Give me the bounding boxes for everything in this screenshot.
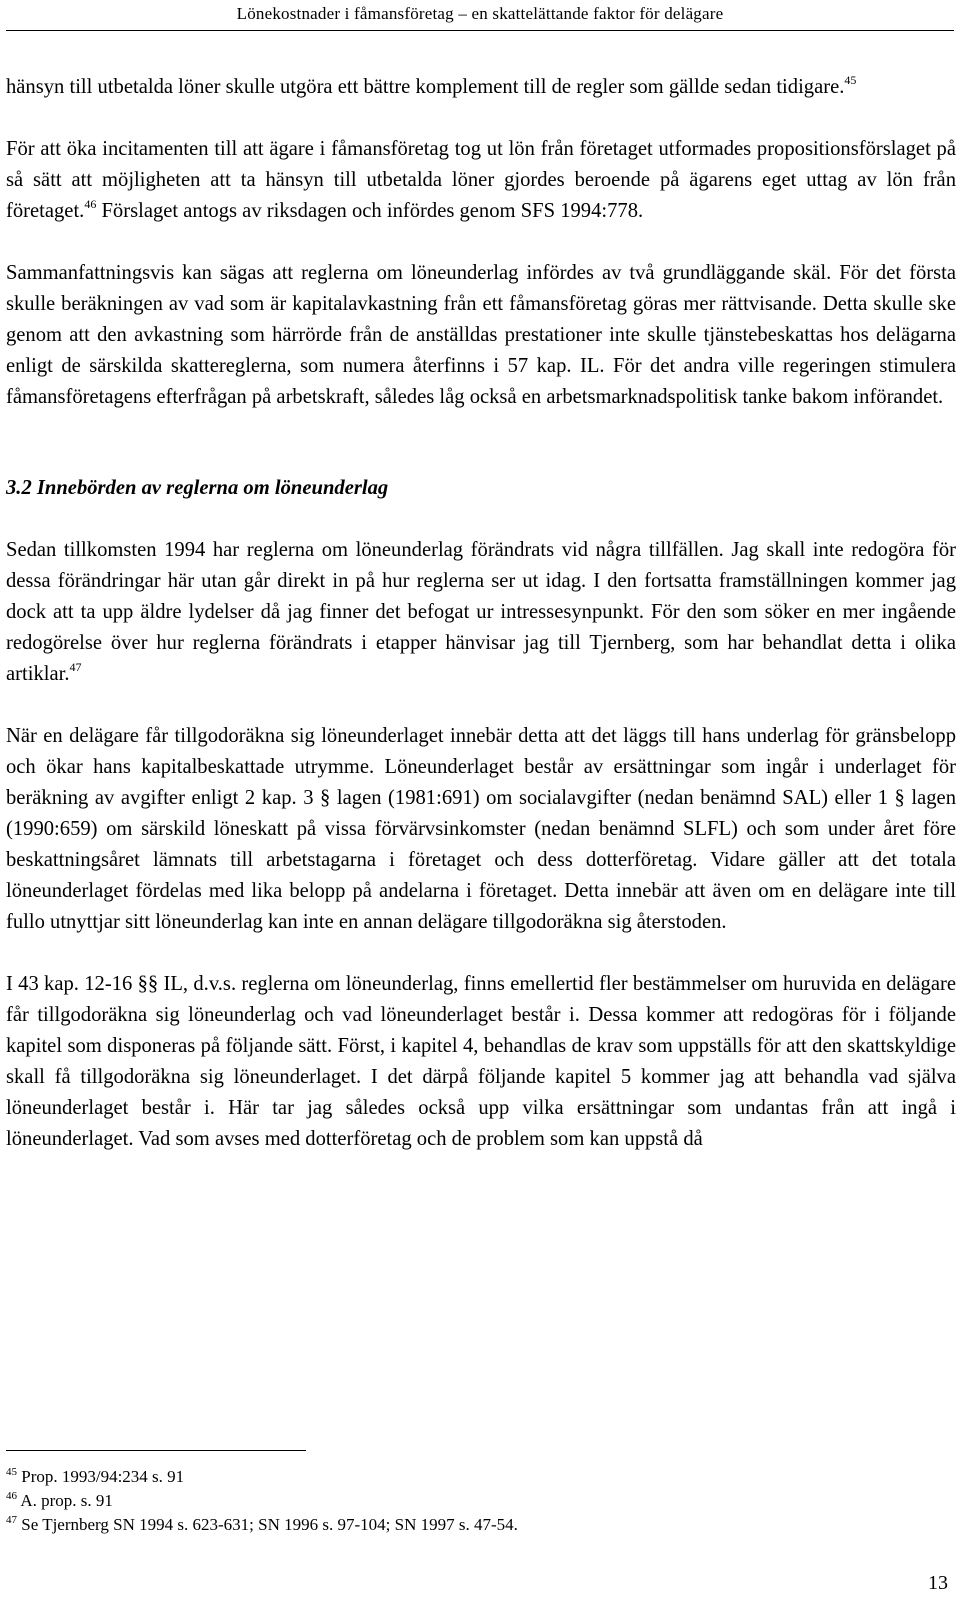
paragraph-2-text-b: Förslaget antogs av riksdagen och infördes genom SFS 1994:778. — [96, 200, 644, 222]
paragraph-3: Sammanfattningsvis kan sägas att reglerna om löneunderlag infördes av två grundläggande skäl. För det första skulle beräkningen av vad som är kapitalavkastning från ett fåmansföretag göras mer rättvisande. Detta skulle ske genom att den avkastning som härrörde från de anställdas prestationer inte skulle tjänstebeskattas hos delägarna enligt de särskilda skattereglerna, som numera återfinns i 57 kap. IL. För det andra ville regeringen stimulera fåmansföretagens efterfrågan på arbetskraft, således låg också en arbetsmarknadspolitisk tanke bakom införandet. — [6, 262, 956, 408]
paragraph-1-text: hänsyn till utbetalda löner skulle utgöra ett bättre komplement till de regler som gällde sedan tidigare. — [6, 76, 845, 98]
footnote-number: 47 — [6, 1514, 17, 1526]
footnote-number: 46 — [6, 1490, 17, 1502]
footnote — [6, 1489, 906, 1513]
paragraph-6: I 43 kap. 12-16 §§ IL, d.v.s. reglerna om löneunderlag, finns emellertid fler bestämmelser om huruvida en delägare får tillgodoräkna sig löneunderlag och vad löneunderlaget består i. Dessa kommer att redogöras för i följande kapitel som disponeras på följande sätt. Först, i kapitel 4, behandlas de krav som uppställs för att den skattskyldige skall få tillgodoräkna sig löneunderlaget. I det därpå följande kapitel 5 kommer jag att behandla vad själva löneunderlaget består i. Här tar jag således också upp vilka ersättningar som undantas från att ingå i löneunderlaget. Vad som avses med dotterföretag och de problem som kan uppstå då — [6, 973, 956, 1150]
page-body — [6, 72, 956, 1155]
footnotes — [6, 1465, 906, 1537]
footnote-text: Se Tjernberg SN 1994 s. 623-631; SN 1996 s. 97-104; SN 1997 s. 47-54. — [21, 1515, 518, 1534]
footnote-text: Prop. 1993/94:234 s. 91 — [21, 1467, 185, 1486]
paragraph-4 — [6, 535, 956, 690]
footnote-ref-47[interactable]: 47 — [69, 660, 82, 674]
page-number: 13 — [928, 1572, 948, 1594]
section-heading: 3.2 Innebörden av reglerna om löneunderlag — [6, 477, 389, 499]
paragraph-1 — [6, 72, 956, 103]
paragraph-5: När en delägare får tillgodoräkna sig löneunderlaget innebär detta att det läggs till hans underlag för gränsbelopp och ökar hans kapitalbeskattade utrymme. Löneunderlaget består av ersättningar som ingår i underlaget för beräkning av avgifter enligt 2 kap. 3 § lagen (1981:691) om socialavgifter (nedan benämnd SAL) eller 1 § lagen (1990:659) om särskild löneskatt på vissa förvärvsinkomster (nedan benämnd SLFL) och som under året före beskattningsåret lämnats till arbetstagarna i företaget och dess dotterföretag. Vidare gäller att det totala löneunderlaget fördelas med lika belopp på andelarna i företaget. Detta innebär att även om en delägare inte till fullo utnyttjar sitt löneunderlag kan inte en annan delägare tillgodoräkna sig återstoden. — [6, 725, 956, 933]
running-header: Lönekostnader i fåmansföretag – en skattelättande faktor för delägare — [236, 4, 724, 23]
paragraph-4-text: Sedan tillkomsten 1994 har reglerna om löneunderlag förändrats vid några tillfällen. Jag skall inte redogöra för dessa förändringar här utan går direkt in på hur reglerna ser ut idag. I den fortsatta framställningen kommer jag dock att ta upp äldre lydelser då jag finner det befogat ur intressesynpunkt. För den som söker en mer ingående redogörelse över hur reglerna förändrats i etapper hänvisar jag till Tjernberg, som har behandlat detta i olika artiklar. — [6, 539, 956, 685]
footnote — [6, 1513, 906, 1537]
footnote-number: 45 — [6, 1466, 17, 1478]
footnote-ref-45[interactable]: 45 — [844, 73, 857, 87]
footnote-ref-46[interactable]: 46 — [84, 197, 97, 211]
header-divider — [6, 30, 954, 31]
paragraph-2 — [6, 134, 956, 227]
paragraph-2-text-a: För att öka incitamenten till att ägare i fåmansföretag tog ut lön från företaget utformades propositionsförslaget på så sätt att möjligheten att ta hänsyn till utbetalda löner gjordes beroende på ägarens eget uttag av lön från företaget. — [6, 138, 956, 222]
footnote — [6, 1465, 906, 1489]
footnote-divider — [6, 1450, 306, 1451]
footnote-text: A. prop. s. 91 — [20, 1491, 113, 1510]
